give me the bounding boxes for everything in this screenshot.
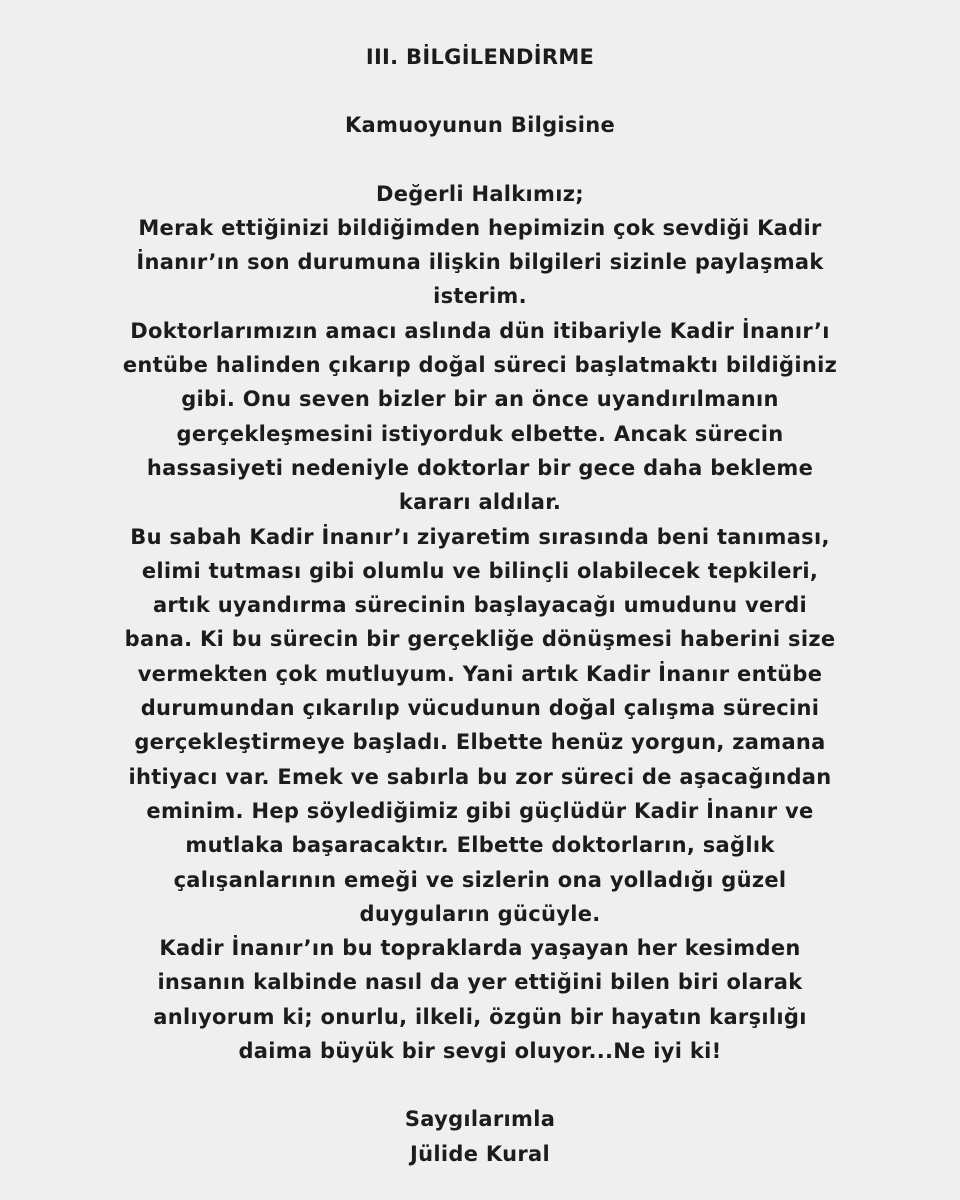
text-line: eminim. Hep söylediğimiz gibi güçlüdür Kadir İnanır ve <box>146 798 814 823</box>
paragraph-3 <box>50 520 910 932</box>
text-line: elimi tutması gibi olumlu ve bilinçli olabilecek tepkileri, <box>141 558 819 583</box>
document-subheading: Kamuoyunun Bilgisine <box>344 113 616 138</box>
text-line: çalışanlarının emeği ve sizlerin ona yolladığı güzel <box>173 867 787 892</box>
text-line: mutlaka başaracaktır. Elbette doktorların, sağlık <box>185 833 775 858</box>
text-line: gerçekleşmesini istiyorduk elbette. Ancak sürecin <box>176 421 784 446</box>
text-line: anlıyorum ki; onurlu, ilkeli, özgün bir hayatın karşılığı <box>153 1004 807 1029</box>
text-line: duyguların gücüyle. <box>359 901 601 926</box>
text-line: hassasiyeti nedeniyle doktorlar bir gece daha bekleme <box>146 455 814 480</box>
text-line: Bu sabah Kadir İnanır’ı ziyaretim sırasında beni tanıması, <box>130 524 830 549</box>
text-line: entübe halinden çıkarıp doğal süreci başlatmaktı bildiğiniz <box>122 353 838 378</box>
text-line: isterim. <box>433 284 527 309</box>
text-line: daima büyük bir sevgi oluyor...Ne iyi ki! <box>238 1039 722 1064</box>
signature: Jülide Kural <box>410 1141 550 1166</box>
spacer <box>50 1068 910 1102</box>
text-line: Kadir İnanır’ın bu topraklarda yaşayan her kesimden <box>159 936 801 961</box>
paragraph-2 <box>50 314 910 520</box>
text-line: insanın kalbinde nasıl da yer ettiğini bilen biri olarak <box>157 970 803 995</box>
text-line: Merak ettiğinizi bildiğimden hepimizin çok sevdiği Kadir <box>138 215 822 240</box>
text-line: gibi. Onu seven bizler bir an önce uyandırılmanın <box>181 387 779 412</box>
text-line: kararı aldılar. <box>398 490 562 515</box>
text-line: Doktorlarımızın amacı aslında dün itibariyle Kadir İnanır’ı <box>130 318 830 343</box>
text-line: artık uyandırma sürecinin başlayacağı umudunu verdi <box>152 593 808 618</box>
paragraph-4 <box>50 931 910 1068</box>
text-line: durumundan çıkarılıp vücudunun doğal çalışma sürecini <box>140 696 820 721</box>
text-line: bana. Ki bu sürecin bir gerçekliğe dönüşmesi haberini size <box>124 627 836 652</box>
closing: Saygılarımla <box>404 1107 556 1132</box>
text-line: vermekten çok mutluyum. Yani artık Kadir İnanır entübe <box>137 661 823 686</box>
paragraph-1 <box>50 211 910 314</box>
text-line: gerçekleştirmeye başladı. Elbette henüz yorgun, zamana <box>134 730 826 755</box>
text-line: İnanır’ın son durumuna ilişkin bilgileri sizinle paylaşmak <box>136 250 824 275</box>
text-line: ihtiyacı var. Emek ve sabırla bu zor süreci de aşacağından <box>128 764 832 789</box>
document-heading: III. BİLGİLENDİRME <box>365 45 595 69</box>
salutation: Değerli Halkımız; <box>376 181 584 206</box>
